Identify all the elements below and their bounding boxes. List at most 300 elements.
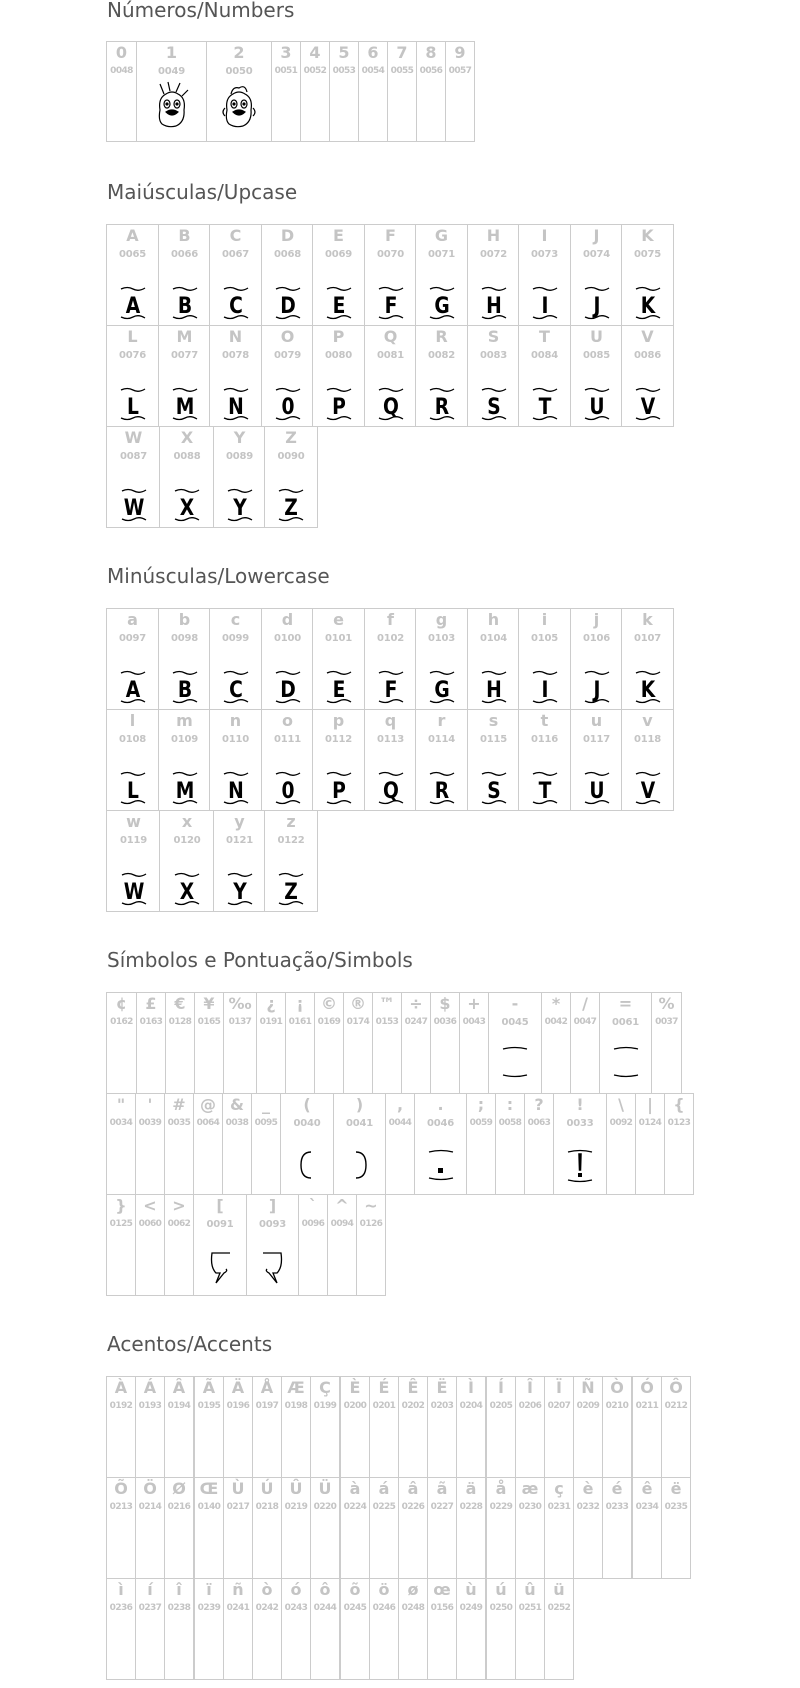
svg-text:R: R — [434, 777, 449, 804]
numbers-glyph-cell — [387, 41, 417, 142]
glyph-code: 0101 — [324, 633, 353, 644]
symbols-glyph-cell — [280, 1093, 334, 1195]
glyph-code: 0224 — [343, 1502, 367, 1512]
letter-glyph-v — [634, 768, 662, 808]
accents-glyph-cell — [486, 1477, 516, 1579]
accents-glyph-cell — [252, 1477, 282, 1579]
svg-text:H: H — [485, 676, 502, 703]
glyph-character: T — [539, 327, 550, 346]
accents-glyph-cell — [369, 1376, 399, 1478]
glyph-character: ™ — [379, 994, 395, 1013]
glyph-character: @ — [200, 1095, 216, 1114]
lowercase-glyph-cell — [467, 608, 520, 710]
letter-glyph-l — [119, 384, 147, 424]
svg-text:G: G — [433, 676, 450, 703]
letter-glyph-q — [377, 384, 405, 424]
glyph-character: ò — [261, 1580, 273, 1599]
glyph-code: 0080 — [324, 350, 353, 361]
glyph-code: 0057 — [448, 66, 472, 76]
letter-glyph-i — [531, 667, 559, 707]
glyph-character: À — [114, 1378, 128, 1397]
numbers-glyph-cell — [416, 41, 446, 142]
accents-glyph-cell — [632, 1376, 662, 1478]
glyph-character: í — [147, 1580, 153, 1599]
glyph-character: ç — [554, 1479, 564, 1498]
glyph-character: Ø — [172, 1479, 186, 1498]
accents-glyph-cell — [135, 1477, 165, 1579]
glyph-code: 0100 — [273, 633, 302, 644]
glyph-character: Ê — [407, 1378, 419, 1397]
lowercase-glyph-cell — [261, 709, 314, 811]
lowercase-glyph-cell — [364, 608, 417, 710]
glyph-character: Œ — [199, 1479, 219, 1498]
accents-glyph-cell — [544, 1477, 574, 1579]
glyph-code: 0041 — [345, 1118, 374, 1129]
lowercase-glyph-cell — [158, 608, 211, 710]
glyph-code: 0105 — [530, 633, 559, 644]
glyph-character: Q — [383, 327, 398, 346]
glyph-character: ® — [350, 994, 366, 1013]
glyph-code: 0228 — [459, 1502, 483, 1512]
glyph-character: ø — [407, 1580, 419, 1599]
glyph-code: 0088 — [173, 451, 201, 462]
period-glyph — [421, 1132, 461, 1184]
glyph-code: 0104 — [479, 633, 508, 644]
glyph-character: ÷ — [409, 994, 423, 1013]
letter-glyph-e — [325, 283, 353, 323]
svg-text:Z: Z — [284, 878, 298, 905]
lowercase-glyph-cell — [415, 709, 468, 811]
svg-text:X: X — [179, 494, 195, 521]
letter-glyph-0 — [274, 768, 302, 808]
glyph-character: y — [234, 812, 245, 831]
left-bracket-glyph — [200, 1233, 240, 1285]
glyph-code: 0074 — [582, 249, 611, 260]
glyph-character: p — [332, 711, 345, 730]
accents-glyph-cell — [632, 1477, 662, 1579]
accents-glyph-cell — [544, 1578, 574, 1680]
glyph-code: 0247 — [404, 1017, 428, 1027]
accents-glyph-cell — [456, 1376, 486, 1478]
upcase-glyph-cell — [467, 325, 520, 427]
lowercase-glyph-cell — [364, 709, 417, 811]
letter-glyph-a — [119, 667, 147, 707]
letter-glyph-s — [480, 384, 508, 424]
letter-glyph-t — [531, 768, 559, 808]
svg-text:0: 0 — [280, 777, 295, 804]
accents-glyph-cell — [486, 1376, 516, 1478]
symbols-glyph-cell — [135, 1194, 165, 1296]
accents-glyph-cell — [369, 1477, 399, 1579]
symbols-glyph-cell — [251, 1093, 281, 1195]
accents-glyph-cell — [369, 1578, 399, 1680]
glyph-character: 9 — [454, 43, 466, 62]
svg-text:N: N — [227, 393, 244, 420]
glyph-character: A — [126, 226, 139, 245]
accents-glyph-cell — [106, 1376, 136, 1478]
glyph-code: 0239 — [197, 1603, 221, 1613]
glyph-code: 0086 — [633, 350, 662, 361]
left-paren-glyph — [287, 1132, 327, 1184]
glyph-code: 0082 — [427, 350, 456, 361]
letter-glyph-a — [119, 283, 147, 323]
accents-glyph-cell — [573, 1477, 603, 1579]
accents-glyph-cell — [194, 1578, 224, 1680]
accents-glyph-cell — [340, 1578, 370, 1680]
glyph-code: 0115 — [479, 734, 508, 745]
glyph-code: 0250 — [489, 1603, 513, 1613]
glyph-code: 0038 — [225, 1118, 249, 1128]
glyph-character: * — [551, 994, 561, 1013]
glyph-character: L — [127, 327, 138, 346]
section-title-lowercase: Minúsculas/Lowercase — [107, 564, 330, 588]
glyph-character: , — [396, 1095, 404, 1114]
accents-glyph-cell — [340, 1477, 370, 1579]
lowercase-glyph-cell — [106, 709, 159, 811]
accents-glyph-cell — [135, 1578, 165, 1680]
glyph-code: 0053 — [332, 66, 356, 76]
glyph-code: 0206 — [518, 1401, 542, 1411]
glyph-code: 0036 — [433, 1017, 457, 1027]
glyph-character: Î — [527, 1378, 533, 1397]
glyph-code: 0220 — [313, 1502, 337, 1512]
symbols-glyph-cell — [664, 1093, 694, 1195]
glyph-character: ] — [268, 1196, 277, 1215]
letter-glyph-h — [480, 283, 508, 323]
glyph-code: 0165 — [197, 1017, 221, 1027]
svg-text:S: S — [486, 393, 501, 420]
glyph-character: e — [333, 610, 344, 629]
glyph-code: 0199 — [313, 1401, 337, 1411]
glyph-character: t — [540, 711, 549, 730]
glyph-character: ‰ — [228, 994, 252, 1013]
glyph-character: Ë — [436, 1378, 448, 1397]
glyph-code: 0211 — [635, 1401, 659, 1411]
symbols-glyph-cell — [327, 1194, 357, 1296]
letter-glyph-k — [634, 667, 662, 707]
symbols-glyph-cell — [135, 1093, 165, 1195]
glyph-character: œ — [433, 1580, 451, 1599]
svg-text:Q: Q — [382, 777, 399, 804]
glyph-character: # — [172, 1095, 186, 1114]
accents-glyph-cell — [135, 1376, 165, 1478]
letter-glyph-x — [173, 485, 201, 525]
glyph-code: 0194 — [167, 1401, 191, 1411]
glyph-code: 0061 — [611, 1017, 640, 1028]
glyph-code: 0237 — [138, 1603, 162, 1613]
glyph-character: å — [495, 1479, 507, 1498]
letter-glyph-j — [583, 667, 611, 707]
glyph-character: % — [658, 994, 675, 1013]
glyph-character: Ü — [318, 1479, 332, 1498]
glyph-code: 0216 — [167, 1502, 191, 1512]
glyph-code: 0217 — [226, 1502, 250, 1512]
lowercase-glyph-cell — [518, 608, 571, 710]
glyph-character: { — [673, 1095, 685, 1114]
glyph-code: 0035 — [167, 1118, 191, 1128]
glyph-code: 0242 — [255, 1603, 279, 1613]
glyph-character: \ — [618, 1095, 624, 1114]
glyph-code: 0033 — [566, 1118, 594, 1129]
glyph-code: 0109 — [170, 734, 199, 745]
glyph-code: 0192 — [109, 1401, 133, 1411]
glyph-character: B — [178, 226, 191, 245]
accents-glyph-cell — [281, 1477, 311, 1579]
glyph-character: J — [593, 226, 600, 245]
glyph-character: O — [280, 327, 295, 346]
svg-text:Y: Y — [232, 494, 247, 521]
glyph-code: 0156 — [430, 1603, 454, 1613]
symbols-glyph-cell — [459, 992, 489, 1094]
glyph-code: 0048 — [110, 66, 133, 76]
glyph-code: 0073 — [530, 249, 559, 260]
glyph-code: 0071 — [427, 249, 456, 260]
letter-glyph-m — [171, 768, 199, 808]
glyph-code: 0195 — [197, 1401, 221, 1411]
glyph-code: 0123 — [667, 1118, 691, 1128]
glyph-character: ^ — [335, 1196, 349, 1215]
upcase-glyph-cell — [621, 224, 674, 326]
glyph-code: 0213 — [109, 1502, 133, 1512]
upcase-glyph-cell — [312, 325, 365, 427]
glyph-code: 0098 — [170, 633, 199, 644]
accents-glyph-cell — [602, 1477, 632, 1579]
glyph-character: c — [230, 610, 241, 629]
glyph-character: © — [321, 994, 337, 1013]
glyph-code: 0205 — [489, 1401, 513, 1411]
glyph-character: Ç — [319, 1378, 331, 1397]
svg-text:M: M — [175, 777, 194, 804]
glyph-character: ¥ — [203, 994, 215, 1013]
lowercase-glyph-cell — [159, 810, 215, 912]
glyph-character: v — [642, 711, 653, 730]
glyph-character: z — [286, 812, 296, 831]
glyph-character: Ú — [260, 1479, 274, 1498]
glyph-character: ñ — [232, 1580, 244, 1599]
letter-glyph-u — [583, 768, 611, 808]
upcase-glyph-cell — [415, 325, 468, 427]
glyph-code: 0034 — [109, 1118, 133, 1128]
glyph-character: $ — [439, 994, 451, 1013]
glyph-character: ' — [147, 1095, 153, 1114]
svg-text:D: D — [279, 676, 296, 703]
accents-glyph-cell — [194, 1477, 224, 1579]
upcase-glyph-cell — [621, 325, 674, 427]
glyph-character: a — [127, 610, 138, 629]
letter-glyph-r — [428, 768, 456, 808]
glyph-code: 0210 — [605, 1401, 629, 1411]
letter-glyph-z — [277, 869, 305, 909]
letter-glyph-p — [325, 384, 353, 424]
glyph-code: 0108 — [118, 734, 147, 745]
numbers-glyph-cell — [271, 41, 301, 142]
letter-glyph-x — [173, 869, 201, 909]
glyph-character: ë — [670, 1479, 682, 1498]
symbols-glyph-cell — [314, 992, 344, 1094]
letter-glyph-e — [325, 667, 353, 707]
numbers-glyph-cell — [206, 41, 272, 142]
glyph-code: 0118 — [633, 734, 662, 745]
section-title-symbols: Símbolos e Pontuação/Simbols — [107, 948, 413, 972]
glyph-code: 0081 — [376, 350, 405, 361]
glyph-code: 0121 — [225, 835, 254, 846]
accents-glyph-cell — [573, 1376, 603, 1478]
upcase-glyph-cell — [261, 325, 314, 427]
glyph-code: 0169 — [317, 1017, 341, 1027]
upcase-glyph-cell — [213, 426, 266, 528]
lowercase-glyph-cell — [518, 709, 571, 811]
glyph-code: 0248 — [401, 1603, 425, 1613]
svg-text:B: B — [177, 676, 192, 703]
numbers-glyph-cell — [106, 41, 137, 142]
glyph-character: Ó — [640, 1378, 654, 1397]
lowercase-glyph-cell — [209, 709, 262, 811]
accents-glyph-cell — [164, 1376, 194, 1478]
glyph-character: G — [434, 226, 449, 245]
upcase-glyph-cell — [467, 224, 520, 326]
letter-glyph-g — [428, 667, 456, 707]
symbols-glyph-cell — [495, 1093, 525, 1195]
symbols-glyph-cell — [136, 992, 166, 1094]
upcase-glyph-cell — [261, 224, 314, 326]
symbols-glyph-cell — [570, 992, 600, 1094]
glyph-code: 0037 — [655, 1017, 678, 1027]
accents-glyph-cell — [223, 1578, 253, 1680]
lowercase-glyph-cell — [209, 608, 262, 710]
glyph-character: X — [180, 428, 194, 447]
glyph-code: 0137 — [228, 1017, 252, 1027]
svg-text:V: V — [640, 777, 655, 804]
glyph-character: Å — [260, 1378, 274, 1397]
glyph-character: / — [582, 994, 588, 1013]
glyph-code: 0209 — [576, 1401, 600, 1411]
glyph-character: ê — [641, 1479, 653, 1498]
svg-text:U: U — [588, 777, 605, 804]
glyph-character: ¿ — [266, 994, 276, 1013]
svg-text:A: A — [125, 292, 140, 319]
glyph-code: 0212 — [664, 1401, 688, 1411]
glyph-code: 0201 — [372, 1401, 396, 1411]
glyph-code: 0245 — [343, 1603, 367, 1613]
upcase-glyph-cell — [106, 224, 159, 326]
accents-glyph-cell — [661, 1477, 691, 1579]
glyph-code: 0055 — [390, 66, 414, 76]
glyph-character: s — [488, 711, 499, 730]
glyph-code: 0078 — [221, 350, 250, 361]
letter-glyph-z — [277, 485, 305, 525]
accents-glyph-cell — [340, 1376, 370, 1478]
glyph-character: £ — [145, 994, 157, 1013]
glyph-code: 0090 — [277, 451, 305, 462]
lowercase-glyph-cell — [312, 608, 365, 710]
glyph-code: 0060 — [138, 1219, 162, 1229]
glyph-code: 0050 — [225, 66, 253, 77]
letter-glyph-f — [377, 283, 405, 323]
accents-glyph-cell — [164, 1578, 194, 1680]
symbols-glyph-cell — [635, 1093, 665, 1195]
glyph-code: 0202 — [401, 1401, 425, 1411]
glyph-code: 0111 — [273, 734, 302, 745]
glyph-code: 0072 — [479, 249, 508, 260]
lowercase-glyph-cell — [261, 608, 314, 710]
glyph-code: 0045 — [501, 1017, 529, 1028]
glyph-code: 0051 — [274, 66, 298, 76]
numbers-glyph-cell — [445, 41, 475, 142]
glyph-character: I — [541, 226, 548, 245]
glyph-code: 0106 — [582, 633, 611, 644]
accents-glyph-cell — [515, 1477, 545, 1579]
symbols-glyph-cell — [488, 992, 542, 1094]
symbols-glyph-cell — [298, 1194, 328, 1296]
glyph-code: 0235 — [664, 1502, 688, 1512]
glyph-character: ù — [465, 1580, 477, 1599]
upcase-glyph-cell — [158, 224, 211, 326]
lowercase-glyph-cell — [621, 709, 674, 811]
letter-glyph-d — [274, 667, 302, 707]
glyph-character: W — [124, 428, 143, 447]
glyph-code: 0056 — [419, 66, 443, 76]
glyph-code: 0039 — [138, 1118, 162, 1128]
glyph-character: ü — [553, 1580, 565, 1599]
glyph-character: K — [641, 226, 654, 245]
symbols-glyph-cell — [164, 1093, 194, 1195]
svg-text:D: D — [279, 292, 296, 319]
svg-text:G: G — [433, 292, 450, 319]
glyph-character: m — [176, 711, 193, 730]
upcase-glyph-cell — [158, 325, 211, 427]
svg-text:J: J — [593, 676, 600, 703]
accents-glyph-cell — [164, 1477, 194, 1579]
glyph-character: ï — [206, 1580, 212, 1599]
glyph-character: á — [378, 1479, 390, 1498]
glyph-character: ó — [290, 1580, 302, 1599]
glyph-code: 0162 — [110, 1017, 133, 1027]
glyph-code: 0107 — [633, 633, 662, 644]
symbols-glyph-cell — [606, 1093, 636, 1195]
glyph-character: V — [641, 327, 654, 346]
glyph-code: 0238 — [167, 1603, 191, 1613]
svg-text:E: E — [332, 676, 345, 703]
glyph-character: : — [506, 1095, 514, 1114]
glyph-code: 0085 — [582, 350, 611, 361]
glyph-code: 0094 — [330, 1219, 354, 1229]
accents-glyph-cell — [252, 1376, 282, 1478]
glyph-character: € — [174, 994, 186, 1013]
accents-glyph-cell — [515, 1376, 545, 1478]
letter-glyph-p — [325, 768, 353, 808]
glyph-character: k — [642, 610, 653, 629]
symbols-glyph-cell — [193, 1093, 223, 1195]
symbols-glyph-cell — [106, 1093, 136, 1195]
glyph-character: ä — [465, 1479, 477, 1498]
svg-text:P: P — [331, 393, 346, 420]
svg-text:P: P — [331, 777, 346, 804]
symbols-glyph-cell — [356, 1194, 386, 1296]
symbols-glyph-cell — [222, 1093, 252, 1195]
glyph-code: 0102 — [376, 633, 405, 644]
symbols-glyph-cell — [223, 992, 257, 1094]
glyph-character: 3 — [280, 43, 292, 62]
lowercase-glyph-cell — [570, 608, 623, 710]
svg-text:N: N — [227, 777, 244, 804]
chick-face-alt-icon — [219, 80, 259, 132]
glyph-character: Ì — [468, 1378, 474, 1397]
letter-glyph-v — [634, 384, 662, 424]
glyph-character: . — [437, 1095, 444, 1114]
glyph-code: 0161 — [288, 1017, 312, 1027]
letter-glyph-f — [377, 667, 405, 707]
glyph-code: 0225 — [372, 1502, 396, 1512]
